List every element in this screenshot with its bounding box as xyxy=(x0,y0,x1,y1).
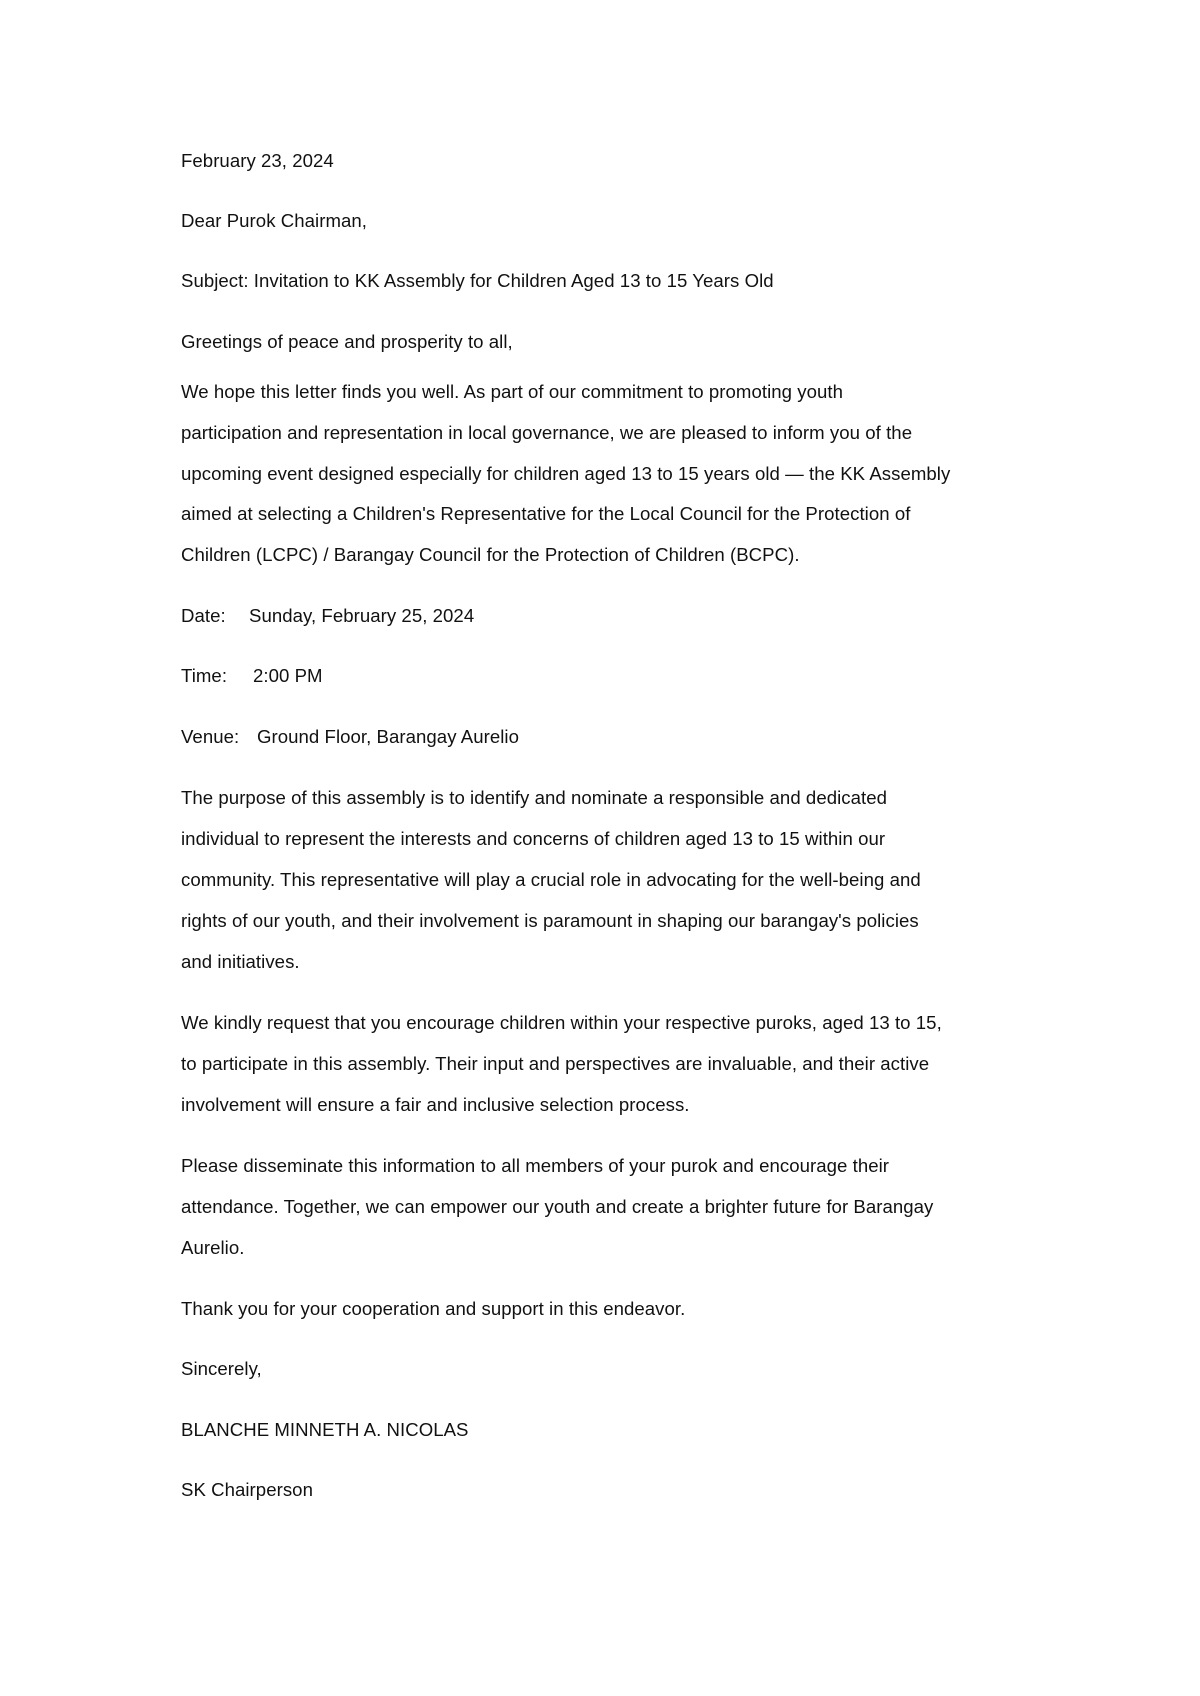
request-line: We kindly request that you encourage children within your respective puroks, aged 13 to 15, xyxy=(181,1012,942,1033)
event-date-label: Date: xyxy=(181,605,226,626)
intro-line: Children (LCPC) / Barangay Council for the Protection of Children (BCPC). xyxy=(181,544,800,565)
purpose-line: and initiatives. xyxy=(181,951,300,972)
event-venue-value: Ground Floor, Barangay Aurelio xyxy=(257,726,519,747)
intro-line: aimed at selecting a Children's Representative for the Local Council for the Protection of xyxy=(181,503,911,524)
disseminate-line: attendance. Together, we can empower our youth and create a brighter future for Barangay xyxy=(181,1196,934,1217)
salutation: Dear Purok Chairman, xyxy=(181,210,367,231)
event-time-label: Time: xyxy=(181,665,228,686)
disseminate-line: Please disseminate this information to all members of your purok and encourage their xyxy=(181,1155,890,1176)
request-line: to participate in this assembly. Their input and perspectives are invaluable, and their active xyxy=(181,1053,930,1074)
letter-date: February 23, 2024 xyxy=(181,150,334,171)
signer-name: BLANCHE MINNETH A. NICOLAS xyxy=(181,1419,469,1440)
request-line: involvement will ensure a fair and inclusive selection process. xyxy=(181,1094,690,1115)
signer-title: SK Chairperson xyxy=(181,1479,313,1500)
intro-line: participation and representation in local governance, we are pleased to inform you of the xyxy=(181,422,913,443)
purpose-line: individual to represent the interests and concerns of children aged 13 to 15 within our xyxy=(181,828,886,849)
subject-line: Subject: Invitation to KK Assembly for Children Aged 13 to 15 Years Old xyxy=(181,270,774,291)
purpose-line: rights of our youth, and their involvement is paramount in shaping our barangay's policies xyxy=(181,910,919,931)
purpose-line: community. This representative will play a crucial role in advocating for the well-being and xyxy=(181,869,921,890)
event-date xyxy=(181,605,474,627)
closing: Sincerely, xyxy=(181,1358,262,1379)
event-date-value: Sunday, February 25, 2024 xyxy=(249,605,475,626)
greeting: Greetings of peace and prosperity to all, xyxy=(181,331,513,352)
intro-line: We hope this letter finds you well. As part of our commitment to promoting youth xyxy=(181,381,843,402)
event-venue xyxy=(181,726,519,748)
event-time-value: 2:00 PM xyxy=(253,665,323,686)
intro-line: upcoming event designed especially for children aged 13 to 15 years old — the KK Assembly xyxy=(181,463,951,484)
event-time xyxy=(181,665,323,687)
disseminate-line: Aurelio. xyxy=(181,1237,245,1258)
thanks-line: Thank you for your cooperation and support in this endeavor. xyxy=(181,1298,686,1319)
event-venue-label: Venue: xyxy=(181,726,240,747)
purpose-line: The purpose of this assembly is to identify and nominate a responsible and dedicated xyxy=(181,787,888,808)
